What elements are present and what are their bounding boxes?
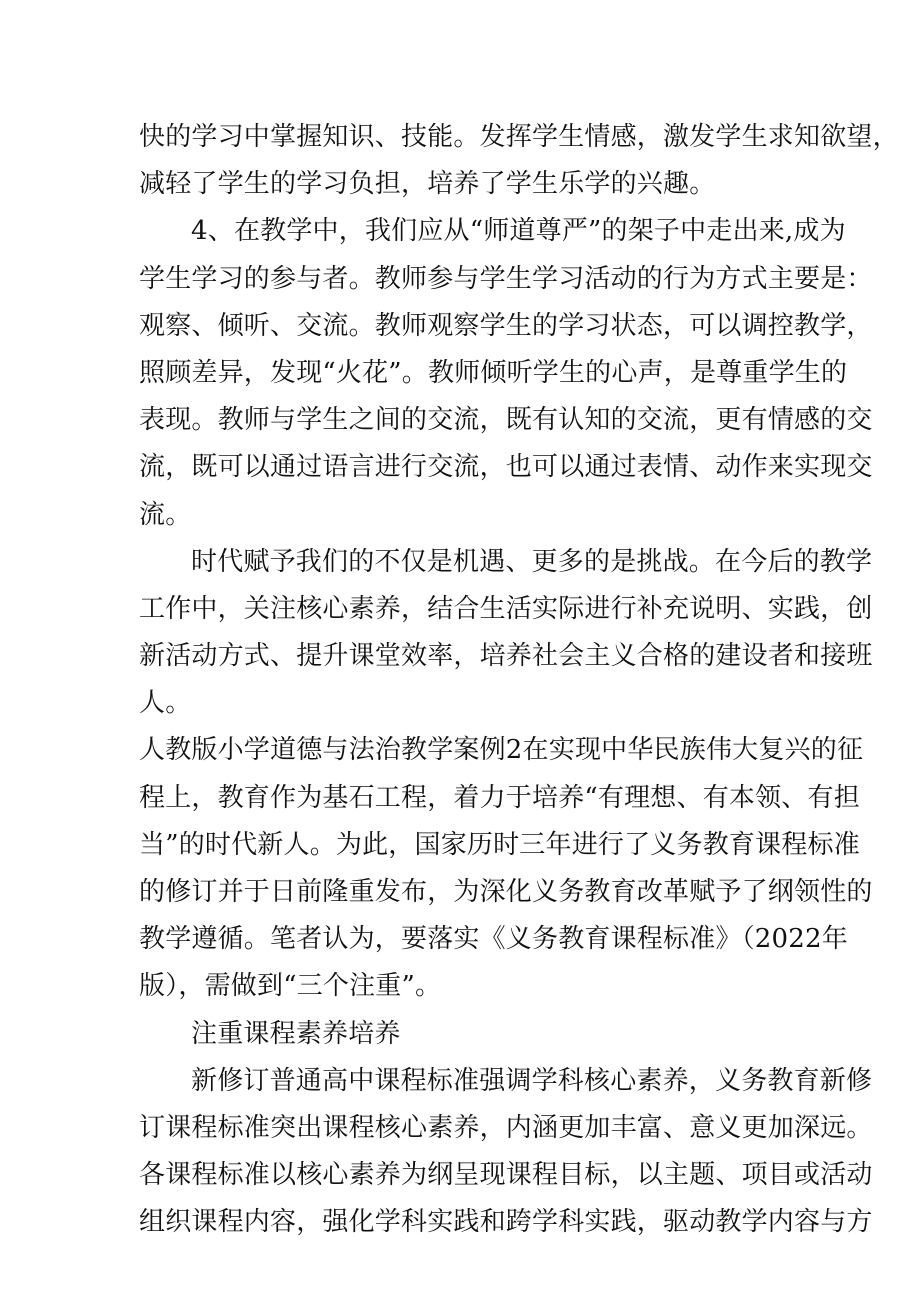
text-line: 人教版小学道德与法治教学案例2在实现中华民族伟大复兴的征 [139,735,864,766]
text-line: 工作中，关注核心素养，结合生活实际进行补充说明、实践，创 [139,593,873,624]
text-line: 新活动方式、提升课堂效率，培养社会主义合格的建设者和接班 [139,641,873,672]
text-line: 时代赋予我们的不仅是机遇、更多的是挑战。在今后的教学 [191,546,873,577]
text-line: 程上，教育作为基石工程，着力于培养“有理想、有本领、有担 [139,782,860,813]
text-line: 人。 [139,688,192,719]
text-line: 学生学习的参与者。教师参与学生学习活动的行为方式主要是： [139,263,873,294]
text-line: 观察、倾听、交流。教师观察学生的学习状态，可以调控教学， [139,310,873,341]
text-line: 版），需做到“三个注重”。 [139,971,442,1002]
text-line: 订课程标准突出课程核心素养，内涵更加丰富、意义更加深远。 [139,1112,873,1143]
text-line: 流，既可以通过语言进行交流，也可以通过表情、动作来实现交 [139,452,873,483]
text-line: 快的学习中掌握知识、技能。发挥学生情感，激发学生求知欲望， [139,122,899,152]
text-line: 组织课程内容，强化学科实践和跨学科实践，驱动教学内容与方 [139,1207,873,1238]
text-line: 表现。教师与学生之间的交流，既有认知的交流，更有情感的交 [139,405,873,436]
text-line: 的修订并于日前隆重发布，为深化义务教育改革赋予了纲领性的 [139,877,873,907]
text-line: 照顾差异，发现“火花”。教师倾听学生的心声，是尊重学生的 [139,357,848,388]
section-heading: 注重课程素养培养 [191,1018,401,1049]
document-body [139,114,899,1247]
text-line: 新修订普通高中课程标准强调学科核心素养，义务教育新修 [191,1065,873,1096]
text-line: 各课程标准以核心素养为纲呈现课程目标，以主题、项目或活动 [139,1160,873,1191]
text-line: 4、在教学中，我们应从“师道尊严”的架子中走出来,成为 [191,216,846,247]
text-line: 教学遵循。笔者认为，要落实《义务教育课程标准》（2022年 [139,924,848,955]
text-line: 减轻了学生的学习负担，培养了学生乐学的兴趣。 [139,169,716,200]
text-line: 流。 [139,499,192,530]
text-line: 当”的时代新人。为此，国家历时三年进行了义务教育课程标准 [139,829,860,860]
